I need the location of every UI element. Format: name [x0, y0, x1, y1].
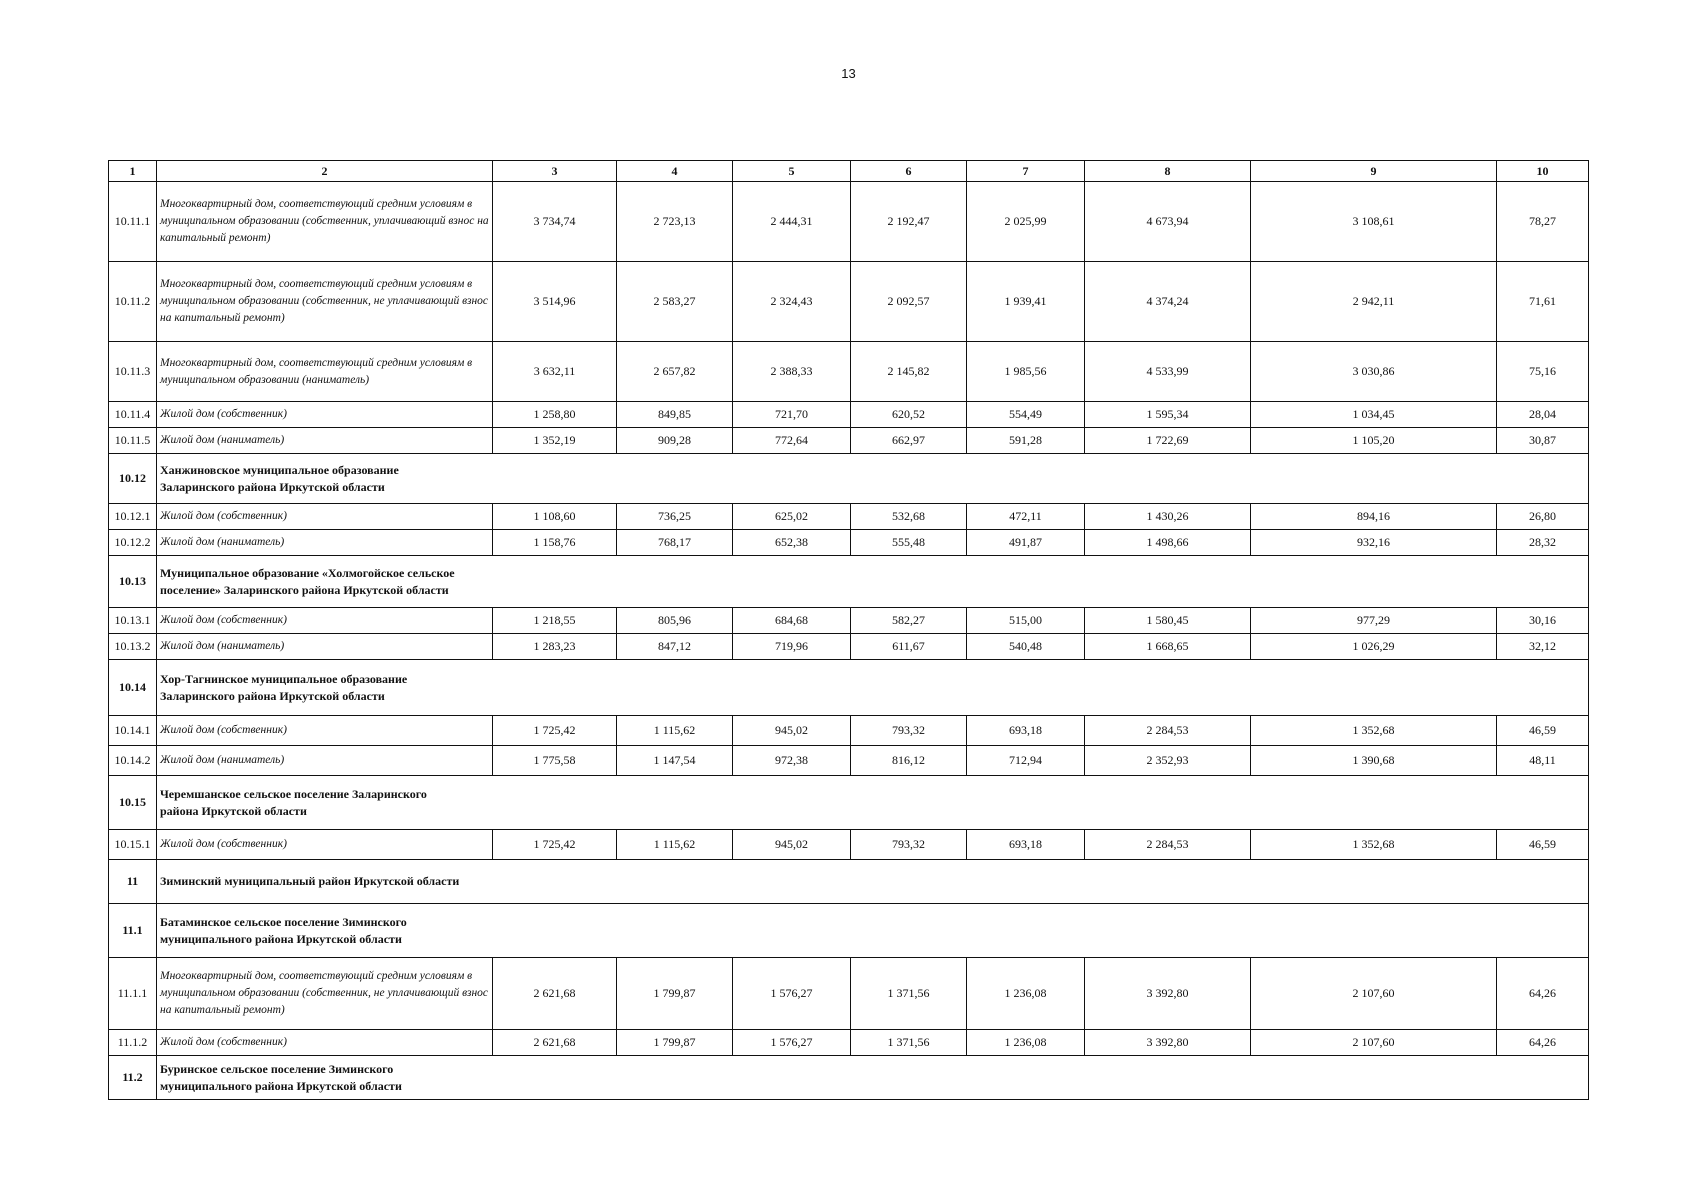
value-cell: 972,38	[733, 746, 851, 776]
value-cell: 1 725,42	[493, 716, 617, 746]
value-cell: 4 673,94	[1085, 182, 1251, 262]
table-row	[109, 262, 1589, 342]
value-cell: 1 371,56	[851, 1030, 967, 1056]
tariff-table	[108, 160, 1589, 1100]
value-cell: 1 430,26	[1085, 504, 1251, 530]
value-cell: 712,94	[967, 746, 1085, 776]
row-code: 10.15	[109, 776, 157, 830]
row-code: 11.1.1	[109, 958, 157, 1030]
value-cell: 1 105,20	[1251, 428, 1497, 454]
value-cell: 625,02	[733, 504, 851, 530]
value-cell: 2 657,82	[617, 342, 733, 402]
value-cell: 1 580,45	[1085, 608, 1251, 634]
header-cell: 6	[851, 161, 967, 182]
table-row	[109, 504, 1589, 530]
value-cell: 909,28	[617, 428, 733, 454]
value-cell: 3 392,80	[1085, 1030, 1251, 1056]
value-cell: 2 324,43	[733, 262, 851, 342]
value-cell: 3 030,86	[1251, 342, 1497, 402]
header-cell: 1	[109, 161, 157, 182]
value-cell: 847,12	[617, 634, 733, 660]
value-cell: 2 107,60	[1251, 958, 1497, 1030]
row-code: 11.1	[109, 904, 157, 958]
header-cell: 5	[733, 161, 851, 182]
value-cell: 64,26	[1497, 1030, 1589, 1056]
section-row	[109, 904, 1589, 958]
value-cell: 2 145,82	[851, 342, 967, 402]
value-cell: 540,48	[967, 634, 1085, 660]
row-code: 10.11.2	[109, 262, 157, 342]
table-row	[109, 634, 1589, 660]
row-name: Жилой дом (наниматель)	[157, 428, 493, 454]
row-code: 10.11.3	[109, 342, 157, 402]
value-cell: 472,11	[967, 504, 1085, 530]
header-cell: 2	[157, 161, 493, 182]
row-code: 11.1.2	[109, 1030, 157, 1056]
value-cell: 1 258,80	[493, 402, 617, 428]
value-cell: 945,02	[733, 830, 851, 860]
value-cell: 78,27	[1497, 182, 1589, 262]
value-cell: 2 025,99	[967, 182, 1085, 262]
value-cell: 1 799,87	[617, 958, 733, 1030]
header-cell: 8	[1085, 161, 1251, 182]
header-cell: 9	[1251, 161, 1497, 182]
value-cell: 2 621,68	[493, 958, 617, 1030]
table-row	[109, 608, 1589, 634]
value-cell: 772,64	[733, 428, 851, 454]
value-cell: 1 352,68	[1251, 830, 1497, 860]
value-cell: 1 498,66	[1085, 530, 1251, 556]
value-cell: 1 034,45	[1251, 402, 1497, 428]
table-row	[109, 716, 1589, 746]
value-cell: 719,96	[733, 634, 851, 660]
value-cell: 3 514,96	[493, 262, 617, 342]
row-code: 10.12	[109, 454, 157, 504]
row-code: 10.13.2	[109, 634, 157, 660]
value-cell: 1 236,08	[967, 1030, 1085, 1056]
section-title: Зиминский муниципальный район Иркутской области	[160, 874, 460, 888]
section-title: Буринское сельское поселение Зиминского муниципального района Иркутской области	[160, 1061, 402, 1093]
value-cell: 1 576,27	[733, 1030, 851, 1056]
value-cell: 30,16	[1497, 608, 1589, 634]
value-cell: 46,59	[1497, 830, 1589, 860]
value-cell: 945,02	[733, 716, 851, 746]
value-cell: 3 734,74	[493, 182, 617, 262]
row-name: Многоквартирный дом, соответствующий средним условиям в муниципальном образовании (наниматель)	[157, 342, 493, 402]
section-title: Ханжиновское муниципальное образование Заларинского района Иркутской области	[160, 462, 399, 494]
value-cell: 491,87	[967, 530, 1085, 556]
value-cell: 1 352,68	[1251, 716, 1497, 746]
value-cell: 1 236,08	[967, 958, 1085, 1030]
table-row	[109, 746, 1589, 776]
value-cell: 2 284,53	[1085, 830, 1251, 860]
value-cell: 28,32	[1497, 530, 1589, 556]
section-row	[109, 660, 1589, 716]
value-cell: 932,16	[1251, 530, 1497, 556]
value-cell: 4 374,24	[1085, 262, 1251, 342]
row-name: Жилой дом (собственник)	[157, 1030, 493, 1056]
row-name: Жилой дом (собственник)	[157, 608, 493, 634]
section-row	[109, 776, 1589, 830]
row-code: 10.13.1	[109, 608, 157, 634]
row-code: 10.14.1	[109, 716, 157, 746]
section-row	[109, 454, 1589, 504]
value-cell: 1 108,60	[493, 504, 617, 530]
table-row	[109, 428, 1589, 454]
row-code: 10.13	[109, 556, 157, 608]
value-cell: 736,25	[617, 504, 733, 530]
row-code: 10.11.5	[109, 428, 157, 454]
value-cell: 793,32	[851, 716, 967, 746]
table-row	[109, 1030, 1589, 1056]
row-name: Многоквартирный дом, соответствующий средним условиям в муниципальном образовании (собственник, уплачивающий взнос на капитальный ремонт)	[157, 182, 493, 262]
value-cell: 693,18	[967, 716, 1085, 746]
value-cell: 2 192,47	[851, 182, 967, 262]
value-cell: 71,61	[1497, 262, 1589, 342]
table-body	[109, 182, 1589, 1100]
row-code: 10.14.2	[109, 746, 157, 776]
value-cell: 1 576,27	[733, 958, 851, 1030]
row-code: 10.11.4	[109, 402, 157, 428]
row-code: 10.15.1	[109, 830, 157, 860]
value-cell: 3 108,61	[1251, 182, 1497, 262]
row-name: Жилой дом (наниматель)	[157, 530, 493, 556]
value-cell: 721,70	[733, 402, 851, 428]
table-row	[109, 342, 1589, 402]
section-title: Батаминское сельское поселение Зиминского муниципального района Иркутской области	[160, 914, 407, 946]
value-cell: 4 533,99	[1085, 342, 1251, 402]
row-code: 10.12.2	[109, 530, 157, 556]
table-row	[109, 830, 1589, 860]
row-name: Многоквартирный дом, соответствующий средним условиям в муниципальном образовании (собственник, не уплачивающий взнос на капитальный ремонт)	[157, 958, 493, 1030]
value-cell: 582,27	[851, 608, 967, 634]
value-cell: 1 595,34	[1085, 402, 1251, 428]
section-row	[109, 1056, 1589, 1100]
value-cell: 1 939,41	[967, 262, 1085, 342]
value-cell: 28,04	[1497, 402, 1589, 428]
value-cell: 849,85	[617, 402, 733, 428]
table-row	[109, 530, 1589, 556]
value-cell: 1 775,58	[493, 746, 617, 776]
value-cell: 48,11	[1497, 746, 1589, 776]
value-cell: 30,87	[1497, 428, 1589, 454]
value-cell: 1 722,69	[1085, 428, 1251, 454]
value-cell: 805,96	[617, 608, 733, 634]
table-row	[109, 958, 1589, 1030]
value-cell: 1 218,55	[493, 608, 617, 634]
value-cell: 1 283,23	[493, 634, 617, 660]
value-cell: 693,18	[967, 830, 1085, 860]
value-cell: 532,68	[851, 504, 967, 530]
row-name: Жилой дом (собственник)	[157, 830, 493, 860]
value-cell: 555,48	[851, 530, 967, 556]
row-name: Жилой дом (собственник)	[157, 402, 493, 428]
value-cell: 2 723,13	[617, 182, 733, 262]
section-title: Черемшанское сельское поселение Заларинского района Иркутской области	[160, 786, 427, 818]
value-cell: 1 115,62	[617, 830, 733, 860]
value-cell: 1 147,54	[617, 746, 733, 776]
value-cell: 620,52	[851, 402, 967, 428]
row-code: 11.2	[109, 1056, 157, 1100]
row-name: Жилой дом (собственник)	[157, 716, 493, 746]
row-code: 10.12.1	[109, 504, 157, 530]
value-cell: 816,12	[851, 746, 967, 776]
value-cell: 1 985,56	[967, 342, 1085, 402]
row-name: Многоквартирный дом, соответствующий средним условиям в муниципальном образовании (собственник, не уплачивающий взнос на капитальный ремонт)	[157, 262, 493, 342]
section-title: Хор-Тагнинское муниципальное образование Заларинского района Иркутской области	[160, 671, 408, 703]
value-cell: 1 026,29	[1251, 634, 1497, 660]
value-cell: 894,16	[1251, 504, 1497, 530]
row-name: Жилой дом (наниматель)	[157, 634, 493, 660]
value-cell: 662,97	[851, 428, 967, 454]
row-name: Жилой дом (наниматель)	[157, 746, 493, 776]
value-cell: 75,16	[1497, 342, 1589, 402]
value-cell: 1 371,56	[851, 958, 967, 1030]
section-title: Муниципальное образование «Холмогойское сельское поселение» Заларинского района Иркутской области	[160, 565, 455, 597]
value-cell: 2 583,27	[617, 262, 733, 342]
section-row	[109, 556, 1589, 608]
value-cell: 1 799,87	[617, 1030, 733, 1056]
value-cell: 793,32	[851, 830, 967, 860]
value-cell: 2 284,53	[1085, 716, 1251, 746]
row-code: 10.11.1	[109, 182, 157, 262]
value-cell: 2 352,93	[1085, 746, 1251, 776]
header-cell: 10	[1497, 161, 1589, 182]
value-cell: 3 392,80	[1085, 958, 1251, 1030]
value-cell: 977,29	[1251, 608, 1497, 634]
value-cell: 1 158,76	[493, 530, 617, 556]
value-cell: 1 390,68	[1251, 746, 1497, 776]
value-cell: 768,17	[617, 530, 733, 556]
value-cell: 684,68	[733, 608, 851, 634]
value-cell: 1 668,65	[1085, 634, 1251, 660]
value-cell: 64,26	[1497, 958, 1589, 1030]
value-cell: 2 092,57	[851, 262, 967, 342]
value-cell: 2 388,33	[733, 342, 851, 402]
value-cell: 32,12	[1497, 634, 1589, 660]
value-cell: 26,80	[1497, 504, 1589, 530]
header-cell: 4	[617, 161, 733, 182]
value-cell: 591,28	[967, 428, 1085, 454]
value-cell: 2 942,11	[1251, 262, 1497, 342]
value-cell: 611,67	[851, 634, 967, 660]
row-code: 11	[109, 860, 157, 904]
value-cell: 2 107,60	[1251, 1030, 1497, 1056]
section-row	[109, 860, 1589, 904]
value-cell: 1 352,19	[493, 428, 617, 454]
header-cell: 3	[493, 161, 617, 182]
header-cell: 7	[967, 161, 1085, 182]
row-code: 10.14	[109, 660, 157, 716]
table-row	[109, 402, 1589, 428]
value-cell: 515,00	[967, 608, 1085, 634]
value-cell: 554,49	[967, 402, 1085, 428]
header-row	[109, 161, 1589, 182]
table-row	[109, 182, 1589, 262]
row-name: Жилой дом (собственник)	[157, 504, 493, 530]
value-cell: 2 444,31	[733, 182, 851, 262]
value-cell: 3 632,11	[493, 342, 617, 402]
value-cell: 1 115,62	[617, 716, 733, 746]
value-cell: 652,38	[733, 530, 851, 556]
page-number: 13	[841, 66, 856, 81]
value-cell: 46,59	[1497, 716, 1589, 746]
value-cell: 2 621,68	[493, 1030, 617, 1056]
value-cell: 1 725,42	[493, 830, 617, 860]
